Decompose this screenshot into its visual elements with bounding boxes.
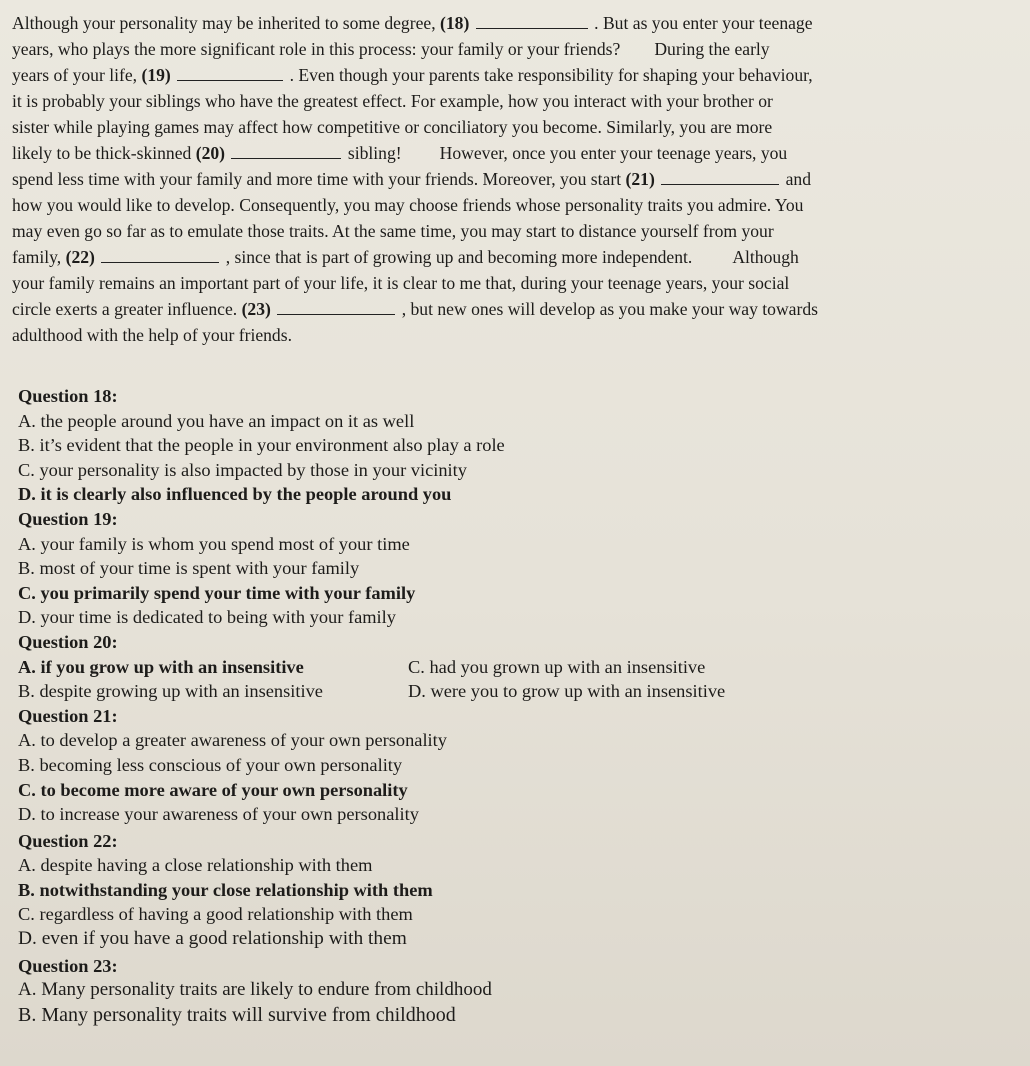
passage-line: years of your life, (19) . Even though your parents take responsibility for shaping your behaviour,	[12, 65, 813, 85]
option-b[interactable]: B. notwithstanding your close relationship with them	[18, 879, 433, 900]
question-title: Question 23:	[18, 955, 118, 976]
option-a[interactable]: A. despite having a close relationship with them	[18, 855, 373, 876]
question-18	[18, 384, 998, 507]
option-d[interactable]: D. your time is dedicated to being with your family	[18, 607, 396, 628]
option-d[interactable]: D. to increase your awareness of your own personality	[18, 804, 419, 825]
option-c[interactable]: C. had you grown up with an insensitive	[408, 656, 706, 677]
answer-blank-20[interactable]	[231, 142, 341, 159]
option-a[interactable]: A. Many personality traits are likely to endure from childhood	[18, 979, 492, 1001]
option-a[interactable]: A. to develop a greater awareness of your own personality	[18, 730, 447, 751]
blank-number-20: (20)	[195, 143, 226, 163]
answer-blank-21[interactable]	[661, 168, 779, 185]
option-b[interactable]: B. most of your time is spent with your family	[18, 558, 360, 579]
passage-line: your family remains an important part of your life, it is clear to me that, during your teenage years, your social	[12, 273, 790, 293]
option-d[interactable]: D. it is clearly also influenced by the people around you	[18, 484, 452, 505]
passage-line: how you would like to develop. Consequently, you may choose friends whose personality traits you admire. You	[12, 195, 804, 215]
blank-number-18: (18)	[440, 13, 470, 33]
question-21	[18, 704, 998, 827]
question-19	[18, 507, 998, 630]
question-23	[18, 954, 998, 1028]
reading-passage	[12, 10, 1002, 348]
question-title: Question 18:	[18, 386, 118, 406]
blank-number-19: (19)	[141, 65, 171, 85]
passage-line: years, who plays the more significant role in this process: your family or your friends? During the early	[12, 39, 770, 59]
option-c[interactable]: C. your personality is also impacted by those in your vicinity	[18, 459, 467, 480]
question-list	[18, 384, 998, 1027]
option-d[interactable]: D. were you to grow up with an insensitive	[408, 681, 726, 702]
option-row	[18, 679, 998, 704]
option-row	[18, 655, 998, 680]
question-title: Question 20:	[18, 631, 118, 652]
option-a[interactable]: A. your family is whom you spend most of your time	[18, 533, 410, 554]
option-c[interactable]: C. regardless of having a good relationship with them	[18, 904, 413, 925]
question-title: Question 21:	[18, 705, 118, 726]
blank-number-22: (22)	[65, 247, 95, 267]
question-22	[18, 829, 998, 952]
option-c[interactable]: C. you primarily spend your time with your family	[18, 582, 416, 603]
option-c[interactable]: C. to become more aware of your own personality	[18, 779, 408, 800]
blank-number-23: (23)	[241, 299, 271, 319]
question-title: Question 19:	[18, 508, 118, 529]
option-b[interactable]: B. Many personality traits will survive from childhood	[18, 1003, 456, 1026]
question-title: Question 22:	[18, 830, 118, 851]
passage-line: Although your personality may be inherited to some degree, (18) . But as you enter your teenage	[12, 13, 813, 33]
passage-line: likely to be thick-skinned (20) sibling! However, once you enter your teenage years, you	[12, 143, 788, 163]
answer-blank-18[interactable]	[476, 12, 588, 29]
passage-line: circle exerts a greater influence. (23) , but new ones will develop as you make your way towards	[12, 299, 818, 319]
passage-line: sister while playing games may affect how competitive or conciliatory you become. Similarly, you are more	[12, 117, 773, 137]
answer-blank-23[interactable]	[277, 298, 395, 315]
question-20	[18, 630, 998, 704]
option-d[interactable]: D. even if you have a good relationship with them	[18, 928, 407, 950]
option-b[interactable]: B. it’s evident that the people in your environment also play a role	[18, 435, 505, 456]
answer-blank-19[interactable]	[177, 64, 283, 81]
passage-line: adulthood with the help of your friends.	[12, 325, 292, 345]
option-b[interactable]: B. becoming less conscious of your own personality	[18, 754, 403, 775]
passage-line: it is probably your siblings who have the greatest effect. For example, how you interact with your brother or	[12, 91, 773, 111]
option-a[interactable]: A. the people around you have an impact on it as well	[18, 410, 415, 431]
passage-line: spend less time with your family and more time with your friends. Moreover, you start (21) and	[12, 169, 812, 189]
answer-blank-22[interactable]	[101, 246, 219, 263]
passage-line: may even go so far as to emulate those traits. At the same time, you may start to distance yourself from your	[12, 221, 774, 241]
option-a[interactable]: A. if you grow up with an insensitive	[18, 656, 304, 677]
blank-number-21: (21)	[625, 169, 655, 189]
passage-line: family, (22) , since that is part of growing up and becoming more independent. Although	[12, 247, 799, 267]
option-b[interactable]: B. despite growing up with an insensitive	[18, 681, 323, 702]
